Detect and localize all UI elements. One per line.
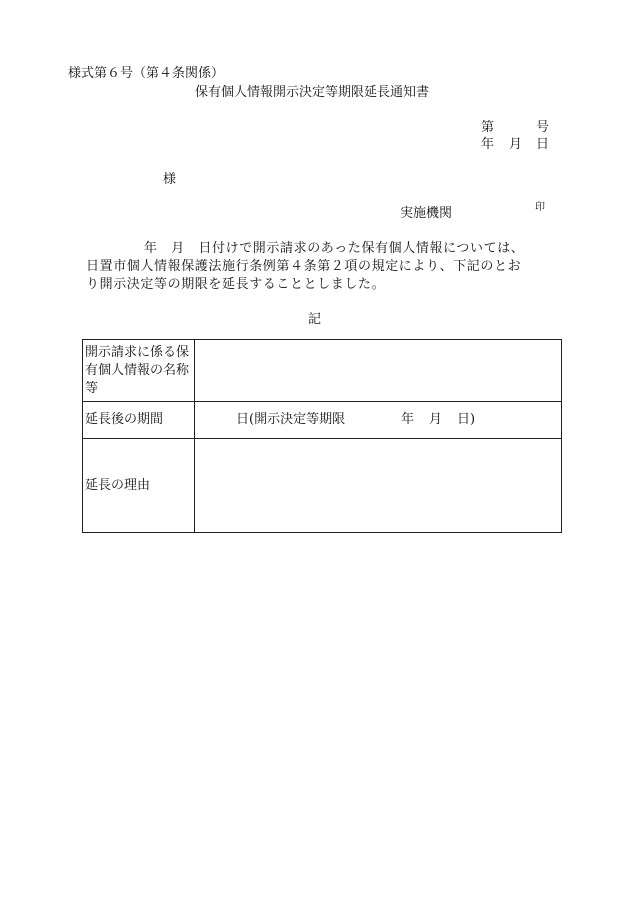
deadline-year: 年 (401, 412, 415, 427)
addressee-honorific: 様 (163, 172, 177, 187)
body-text-line-3: り開示決定等の期限を延長することとしました。 (86, 277, 386, 292)
seal-mark: 印 (535, 202, 545, 213)
number-suffix: 号 (536, 120, 550, 135)
table-row (83, 340, 562, 402)
date-day: 日 (536, 137, 550, 152)
extension-reason-label: 延長の理由 (83, 439, 195, 533)
number-prefix: 第 (481, 120, 495, 135)
date-month: 月 (509, 137, 523, 152)
table-row (83, 402, 562, 439)
table-row (83, 439, 562, 533)
extension-reason-value[interactable] (195, 439, 562, 533)
date-year: 年 (481, 137, 495, 152)
body-text-line-1: 年 月 日付けで開示請求のあった保有個人情報については、 (144, 241, 525, 256)
record-heading: 記 (308, 312, 322, 327)
request-info-label: 開示請求に係る保有個人情報の名称等 (83, 340, 195, 402)
deadline-day-close: 日) (457, 412, 476, 427)
extended-period-label: 延長後の期間 (83, 402, 195, 439)
deadline-month: 月 (429, 412, 443, 427)
extension-details-table (82, 339, 562, 533)
document-title: 保有個人情報開示決定等期限延長通知書 (195, 85, 430, 100)
deadline-label: (開示決定等期限 (249, 412, 346, 427)
body-text-line-2: 日置市個人情報保護法施行条例第４条第２項の規定により、下記のとお (86, 259, 522, 274)
request-info-value[interactable] (195, 340, 562, 402)
period-day-unit: 日 (236, 412, 250, 427)
form-number: 様式第６号（第４条関係） (68, 66, 225, 81)
extended-period-value[interactable] (195, 402, 562, 439)
implementing-agency: 実施機関 (400, 206, 453, 221)
